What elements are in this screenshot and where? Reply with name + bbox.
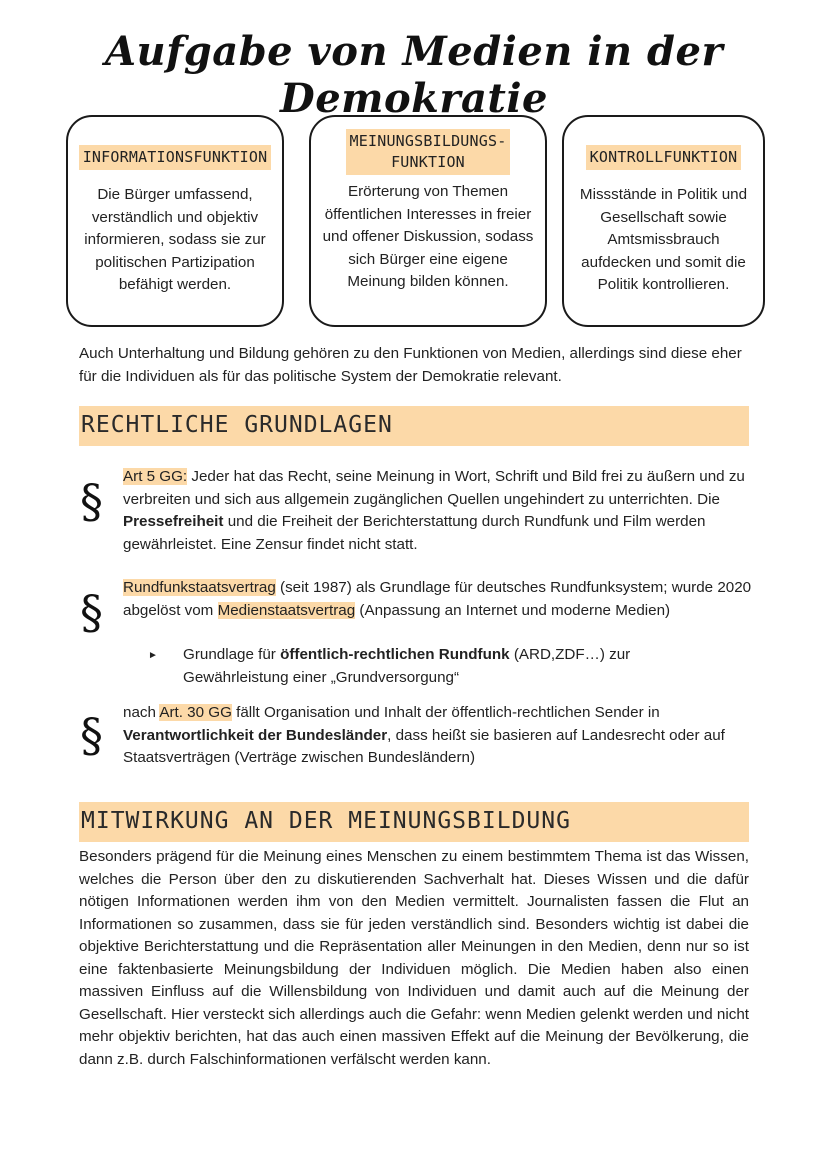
opinion-text: Besonders prägend für die Meinung eines Menschen zu einem bestimmtem Thema ist das Wissen, welches die Person über den zu diskutierenden Sachverhalt hat. Dieses Wissen und die dafür nötigen Informationen werden ihm von den Medien vermittelt. Journalisten fassen die Flut an Informationen so zusammen, dass sie für jeden verständlich sind. Besonders wichtig ist dabei die objektive Berichterstattung und die Repräsentation aller Meinungen in den Medien, denn nur so ist eine faktenbasierte Meinungsbildung der Individuen möglich. Die Medien haben also einen massiven Einfluss auf die Willensbildung von Individuen und damit auch auf die Meinung der Gesellschaft. Hier versteckt sich allerdings auch die Gefahr: wenn Medien gelenkt werden und nicht mehr objektiv berichten, hat das auch einen massiven Effekt auf die Meinung der Bevölkerung, die dann z.B. durch Falschinformationen verfälscht werden kann. [79,848,749,1068]
section-heading: RECHTLICHE GRUNDLAGEN [81,412,393,438]
information-function-card [66,115,284,327]
art5-text: Art 5 GG: Jeder hat das Recht, seine Meinung in Wort, Schrift und Bild frei zu äußern und zu verbreiten und sich aus allgemein zugänglichen Quellen ungehindert zu unterrichten. Die Pressefreiheit und die Freiheit der Berichterstattung durch Rundfunk und Film werden gewährleistet. Eine Zensur findet nicht statt. [123,468,745,553]
paragraph-icon: § [80,474,103,528]
mstv-label: Medienstaatsvertrag [217,601,356,619]
intro-note: Auch Unterhaltung und Bildung gehören zu den Funktionen von Medien, allerdings sind diese eher für die Individuen als für das politische System der Demokratie relevant. [79,345,742,385]
rstv-label: Rundfunkstaatsvertrag [123,579,276,596]
section-heading: MITWIRKUNG AN DER MEINUNGSBILDUNG [81,808,571,834]
legal-section-header [79,406,749,446]
card-text: Erörterung von Themen öffentlichen Interesses in freier und offener Diskussion, sodass sich Bürger eine eigene Meinung bilden können. [322,183,534,290]
art30-text: nach Art. 30 GG fällt Organisation und Inhalt der öffentlich-rechtlichen Sender in Verantwortlichkeit der Bundesländer, dass heißt sie basieren auf Landesrecht oder auf Staatsverträgen (Verträge zwischen Bundesländern) [123,704,725,766]
card-text: Missstände in Politik und Gesellschaft sowie Amtsmissbrauch aufdecken und somit die Politik kontrollieren. [579,186,748,293]
paragraph-icon: § [80,585,103,639]
art5-label: Art 5 GG: [123,468,188,485]
card-heading-line2: FUNKTION [391,153,465,171]
opinion-formation-function-card [309,115,547,327]
bullet-arrow-icon: ► [148,650,158,661]
rstv-text: Rundfunkstaatsvertrag (seit 1987) als Grundlage für deutsches Rundfunksystem; wurde 2020 abgelöst vom Medienstaatsvertrag (Anpassung an Internet und moderne Medien) [123,579,752,619]
control-function-card [562,115,765,327]
federal-states-responsibility: Verantwortlichkeit der Bundesländer [123,726,388,744]
public-broadcasting: öffentlich-rechtlichen Rundfunk [280,646,510,663]
art30-label: Art. 30 GG [159,704,232,721]
bullet-text: Grundlage für öffentlich-rechtlichen Rundfunk (ARD,ZDF…) zur Gewährleistung einer „Grundversorgung“ [183,646,631,686]
page-title: Aufgabe von Medien in der Demokratie [104,28,724,122]
card-heading [346,129,511,175]
paragraph-icon: § [80,708,103,762]
card-heading: INFORMATIONSFUNKTION [79,145,272,170]
card-text: Die Bürger umfassend, verständlich und objektiv informieren, sodass sie zur politischen Partizipation befähigt werden. [84,186,266,293]
card-heading-line1: MEINUNGSBILDUNGS- [349,132,507,150]
card-heading: KONTROLLFUNKTION [586,145,742,170]
opinion-section-header [79,802,749,842]
press-freedom: Pressefreiheit [123,513,224,530]
